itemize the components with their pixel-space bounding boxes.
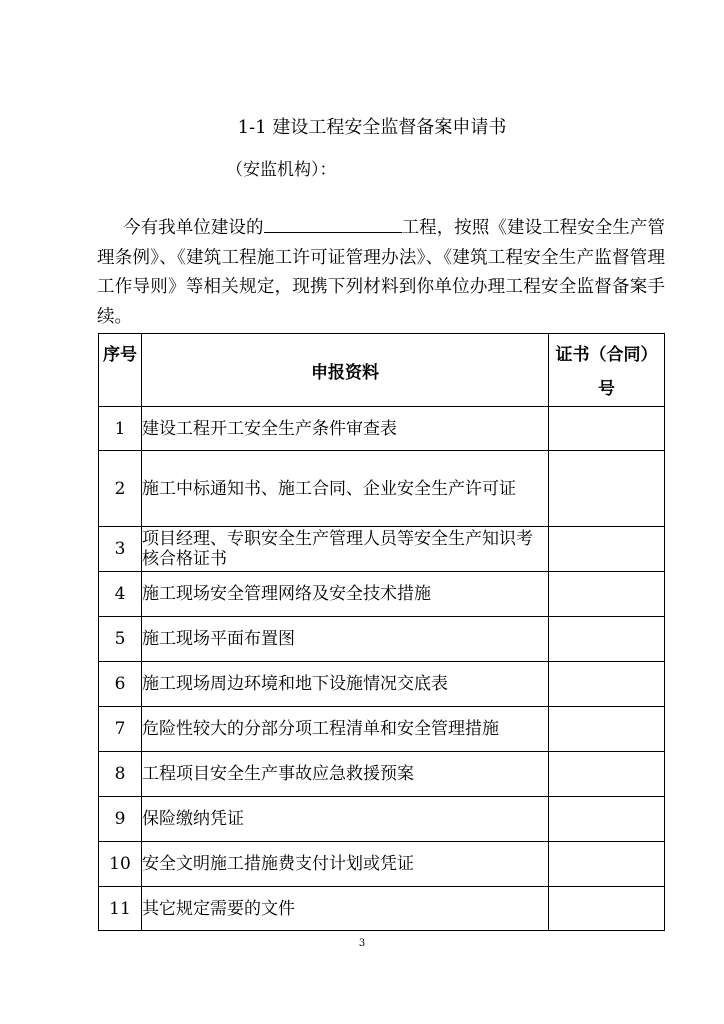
intro-part1: 今有我单位建设的 xyxy=(123,218,264,238)
table-row xyxy=(99,842,665,887)
row-certificate-cell xyxy=(549,527,665,572)
table-row xyxy=(99,752,665,797)
row-certificate-cell xyxy=(549,842,665,887)
table-row xyxy=(99,617,665,662)
row-material: 施工现场安全管理网络及安全技术措施 xyxy=(142,572,549,617)
table-row xyxy=(99,451,665,527)
row-material: 保险缴纳凭证 xyxy=(142,797,549,842)
row-number: 5 xyxy=(99,617,142,662)
table-row xyxy=(99,572,665,617)
table-row xyxy=(99,527,665,572)
table-row xyxy=(99,887,665,931)
row-material: 项目经理、专职安全生产管理人员等安全生产知识考核合格证书 xyxy=(142,527,549,572)
row-certificate-cell xyxy=(549,752,665,797)
row-number: 7 xyxy=(99,707,142,752)
table-row xyxy=(99,707,665,752)
row-material: 危险性较大的分部分项工程清单和安全管理措施 xyxy=(142,707,549,752)
document-title: 1-1 建设工程安全监督备案申请书 xyxy=(237,117,507,138)
row-certificate-cell xyxy=(549,617,665,662)
header-serial-number: 序号 xyxy=(99,334,142,407)
row-material: 其它规定需要的文件 xyxy=(142,887,549,931)
row-material: 工程项目安全生产事故应急救援预案 xyxy=(142,752,549,797)
row-material: 安全文明施工措施费支付计划或凭证 xyxy=(142,842,549,887)
row-number: 1 xyxy=(99,407,142,451)
row-certificate-cell xyxy=(549,407,665,451)
row-certificate-cell xyxy=(549,707,665,752)
project-name-blank xyxy=(264,214,402,233)
table-row xyxy=(99,662,665,707)
row-certificate-cell xyxy=(549,662,665,707)
header-materials: 申报资料 xyxy=(142,334,549,407)
table-row xyxy=(99,407,665,451)
intro-paragraph xyxy=(97,214,665,332)
table-header-row xyxy=(99,334,665,407)
row-number: 3 xyxy=(99,527,142,572)
row-material: 建设工程开工安全生产条件审查表 xyxy=(142,407,549,451)
row-number: 2 xyxy=(99,451,142,527)
row-certificate-cell xyxy=(549,451,665,527)
row-number: 8 xyxy=(99,752,142,797)
materials-table xyxy=(98,333,665,931)
row-number: 9 xyxy=(99,797,142,842)
row-certificate-cell xyxy=(549,572,665,617)
row-certificate-cell xyxy=(549,797,665,842)
row-number: 6 xyxy=(99,662,142,707)
addressee: （安监机构）： xyxy=(226,160,337,180)
page-number: 3 xyxy=(358,938,366,949)
row-certificate-cell xyxy=(549,887,665,931)
row-number: 10 xyxy=(99,842,142,887)
row-material: 施工现场周边环境和地下设施情况交底表 xyxy=(142,662,549,707)
intro-part2: 工程，按照《建设工程安全生产管理条例》、《建筑工程施工许可证管理办法》、《建筑工程安全生产监督管理工作导则》等相关规定，现携下列材料到你单位办理工程安全监督备案手续。 xyxy=(97,218,665,327)
row-number: 4 xyxy=(99,572,142,617)
header-certificate-number: 证书（合同）号 xyxy=(549,334,665,407)
table-row xyxy=(99,797,665,842)
row-material: 施工中标通知书、施工合同、企业安全生产许可证 xyxy=(142,451,549,527)
row-number: 11 xyxy=(99,887,142,931)
row-material: 施工现场平面布置图 xyxy=(142,617,549,662)
